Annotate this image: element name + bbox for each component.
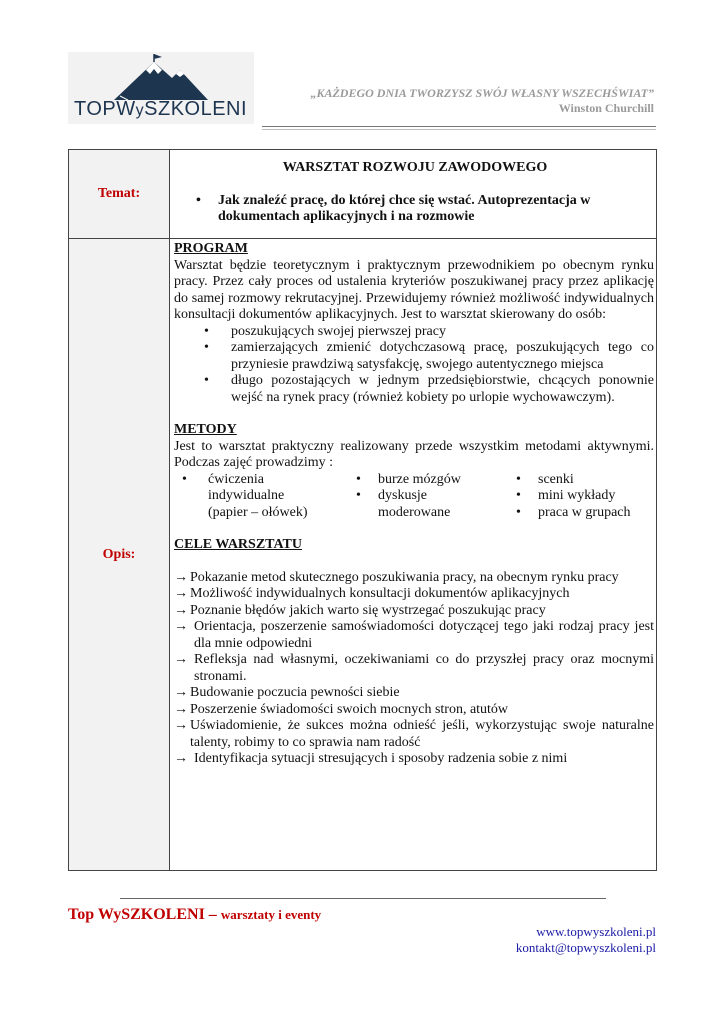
arrow-right-icon: → <box>174 569 188 585</box>
list-item: • dyskusje moderowane <box>356 488 451 520</box>
list-item: → Poznanie błędów jakich warto się wystrzegać poszukując pracy <box>174 602 546 618</box>
list-item: • długo pozostających w jednym przedsiębiorstwie, chcących ponownie wejść na rynek pracy (również kobiety po urlopie wychowawczym). <box>204 373 654 405</box>
bullet-icon: • <box>356 471 361 487</box>
bullet-icon: • <box>196 192 201 208</box>
footer-brand: Top WySZKOLENI – warsztaty i eventy <box>68 906 322 923</box>
list-item: → Budowanie poczucia pewności siebie <box>174 685 400 700</box>
list-item: → Identyfikacja sytuacji stresujących i sposoby radzenia sobie z nimi <box>174 751 568 766</box>
program-list <box>174 324 656 407</box>
list-item: • scenki <box>516 471 574 487</box>
bullet-icon: • <box>182 471 187 487</box>
email-link[interactable]: kontakt@topwyszkoleni.pl <box>515 940 656 955</box>
list-item: • poszukujących swojej pierwszej pracy <box>204 323 446 339</box>
topic-item: • Jak znaleźć pracę, do której chce się wstać. Autoprezentacja w dokumentach aplikacyjnych i na rozmowie <box>196 192 591 224</box>
arrow-right-icon: → <box>174 685 188 700</box>
mountain-logo-icon <box>68 52 254 102</box>
methods-column-2 <box>356 472 516 522</box>
list-item: • ćwiczenia indywidualne (papier – ołówek) <box>178 472 356 522</box>
program-heading: PROGRAM <box>174 241 248 256</box>
list-item: → Uświadomienie, że sukces można odnieść jeśli, wykorzystując swoje naturalne talenty, robimy to co sprawia nam radość <box>174 718 654 750</box>
description-cell <box>170 239 657 871</box>
bullet-icon: • <box>204 373 209 388</box>
quote-text: „KAŻDEGO DNIA TWORZYSZ SWÓJ WŁASNY WSZECHŚWIAT” <box>310 86 654 100</box>
description-label: Opis: <box>69 239 170 871</box>
header-quote <box>310 86 654 116</box>
bullet-icon: • <box>204 323 209 339</box>
page-header <box>0 0 724 130</box>
arrow-right-icon: → <box>174 701 188 717</box>
goals-heading: CELE WARSZTATU <box>174 537 302 552</box>
topic-cell <box>170 150 657 239</box>
list-item: • zamierzających zmienić dotychczasową pracę, poszukujących tego co przyniesie prawdziwą satysfakcję, swojego autentycznego miejsca <box>204 340 654 372</box>
footer-divider <box>120 898 606 899</box>
workshop-table <box>68 149 657 871</box>
description-row <box>69 239 657 871</box>
list-item: → Refleksja nad własnymi, oczekiwaniami co do przyszłej pracy oraz mocnymi stronami. <box>174 652 654 684</box>
list-item: → Pokazanie metod skutecznego poszukiwania pracy, na obecnym rynku pracy <box>174 569 619 585</box>
methods-column-1 <box>174 472 356 522</box>
arrow-right-icon: → <box>174 619 188 634</box>
workshop-title: WARSZTAT ROZWOJU ZAWODOWEGO <box>282 160 548 175</box>
arrow-right-icon: → <box>174 602 188 618</box>
bullet-icon: • <box>356 488 361 503</box>
methods-columns <box>174 472 656 522</box>
arrow-right-icon: → <box>174 652 188 667</box>
list-item: → Poszerzenie świadomości swoich mocnych stron, atutów <box>174 701 509 717</box>
list-item: • mini wykłady <box>516 488 616 503</box>
bullet-icon: • <box>516 471 521 487</box>
methods-heading: METODY <box>174 422 237 437</box>
list-item: • burze mózgów <box>356 471 461 487</box>
footer-contact <box>516 924 656 956</box>
list-item: → Orientacja, poszerzenie samoświadomości dotyczącej tego jaki rodzaj pracy jest dla mnie odpowiedni <box>174 619 654 651</box>
list-item: • praca w grupach <box>516 504 631 520</box>
topic-label: Temat: <box>69 150 170 239</box>
methods-text: Jest to warsztat praktyczny realizowany przede wszystkim metodami aktywnymi. Podczas zajęć prowadzimy : <box>174 438 654 470</box>
bullet-icon: • <box>516 488 521 503</box>
arrow-right-icon: → <box>174 718 188 733</box>
list-item: → Możliwość indywidualnych konsultacji dokumentów aplikacyjnych <box>174 586 570 601</box>
arrow-right-icon: → <box>174 751 188 766</box>
header-divider <box>262 126 656 127</box>
bullet-icon: • <box>516 504 521 520</box>
quote-author: Winston Churchill <box>558 101 654 115</box>
methods-column-3 <box>516 472 656 522</box>
program-text: Warsztat będzie teoretycznym i praktycznym przewodnikiem po obecnym rynku pracy. Przez cały proces od ustalenia kryteriów poszukiwanej pracy przez aplikację do samej rozmowy rekrutacyjnej. Przewidujemy również możliwość indywidualnych konsultacji dokumentów aplikacyjnych. Jest to warsztat skierowany do osób: <box>174 257 654 322</box>
website-link[interactable]: www.topwyszkoleni.pl <box>536 924 656 939</box>
arrow-right-icon: → <box>174 586 188 601</box>
goals-list <box>174 570 656 768</box>
logo-wordmark: TOPWySZKOLENI <box>74 98 248 120</box>
topic-row <box>69 150 657 239</box>
header-divider-secondary <box>262 129 656 130</box>
bullet-icon: • <box>204 340 209 355</box>
company-logo <box>68 52 254 124</box>
